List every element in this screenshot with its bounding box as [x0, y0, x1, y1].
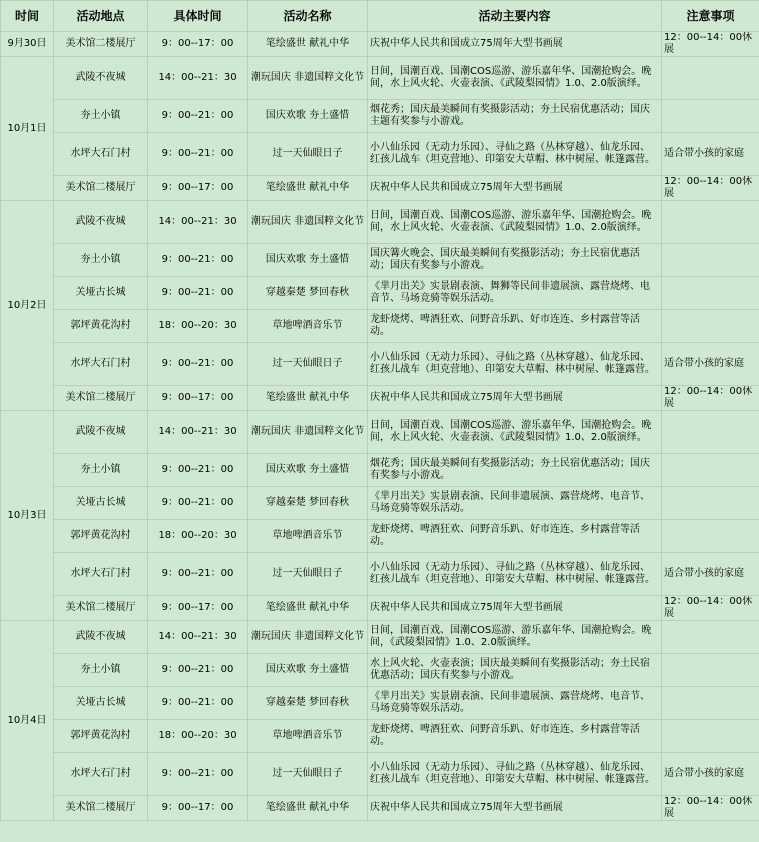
note-cell: 适合带小孩的家庭	[662, 553, 759, 596]
activity-content-cell: 国庆篝火晚会、国庆最美瞬间有奖摄影活动；夯土民宿优惠活动；国庆有奖参与小游戏。	[368, 244, 662, 277]
location-cell: 郭坪黄花沟村	[54, 310, 148, 343]
time-cell: 9：00--17：00	[148, 32, 248, 57]
note-cell	[662, 520, 759, 553]
table-row	[1, 520, 759, 553]
location-cell: 水坪大石门村	[54, 753, 148, 796]
time-cell: 9：00--21：00	[148, 343, 248, 386]
location-cell: 美术馆二楼展厅	[54, 596, 148, 621]
header-row	[1, 1, 759, 32]
location-cell: 夯土小镇	[54, 654, 148, 687]
time-cell: 9：00--17：00	[148, 596, 248, 621]
table-row	[1, 687, 759, 720]
table-row	[1, 487, 759, 520]
time-cell: 9：00--21：00	[148, 244, 248, 277]
time-cell: 9：00--17：00	[148, 176, 248, 201]
activity-content-cell: 小八仙乐园（无动力乐园）、寻仙之路（丛林穿越）、仙龙乐园、红孩儿战车（坦克营地）、印第安大草帽、林中树屋、帐篷露营。	[368, 133, 662, 176]
time-cell: 9：00--21：00	[148, 100, 248, 133]
time-cell: 14：00--21：30	[148, 201, 248, 244]
note-cell: 12：00--14：00休展	[662, 176, 759, 201]
activity-name-cell: 国庆欢歌 夯土盛惜	[248, 100, 368, 133]
time-cell: 9：00--21：00	[148, 133, 248, 176]
date-cell: 9月30日	[1, 32, 54, 57]
note-cell	[662, 201, 759, 244]
activity-content-cell: 龙虾烧烤、啤酒狂欢、问野音乐趴、好市连连、乡村露营等活动。	[368, 310, 662, 343]
table-row	[1, 454, 759, 487]
note-cell: 适合带小孩的家庭	[662, 753, 759, 796]
activity-name-cell: 国庆欢歌 夯土盛惜	[248, 654, 368, 687]
activity-name-cell: 穿越秦楚 梦回春秋	[248, 687, 368, 720]
activity-name-cell: 潮玩国庆 非遗国粹文化节	[248, 621, 368, 654]
activity-content-cell: 小八仙乐园（无动力乐园）、寻仙之路（丛林穿越）、仙龙乐园、红孩儿战车（坦克营地）、印第安大草帽、林中树屋、帐篷露营。	[368, 553, 662, 596]
table-row	[1, 277, 759, 310]
location-cell: 郭坪黄花沟村	[54, 520, 148, 553]
note-cell	[662, 411, 759, 454]
activity-name-cell: 笔绘盛世 献礼中华	[248, 32, 368, 57]
location-cell: 关垭古长城	[54, 687, 148, 720]
activity-content-cell: 日间，国潮百戏、国潮COS巡游、游乐嘉年华、国潮抢购会。晚间，水上风火轮、火壶表演、《武陵梨园情》1.0、2.0版演绎。	[368, 411, 662, 454]
activity-content-cell: 庆祝中华人民共和国成立75周年大型书画展	[368, 386, 662, 411]
activity-name-cell: 过一天仙眼日子	[248, 753, 368, 796]
table-row	[1, 57, 759, 100]
activity-content-cell: 《芈月出关》实景剧表演、民间非遗展演、露营烧烤、电音节、马场竞骑等娱乐活动。	[368, 687, 662, 720]
activity-content-cell: 《芈月出关》实景剧表演、舞狮等民间非遗展演、露营烧烤、电音节、马场竞骑等娱乐活动。	[368, 277, 662, 310]
activity-name-cell: 穿越秦楚 梦回春秋	[248, 277, 368, 310]
location-cell: 夯土小镇	[54, 244, 148, 277]
time-cell: 18：00--20：30	[148, 520, 248, 553]
location-cell: 美术馆二楼展厅	[54, 386, 148, 411]
location-cell: 美术馆二楼展厅	[54, 32, 148, 57]
time-cell: 9：00--21：00	[148, 454, 248, 487]
time-cell: 14：00--21：30	[148, 57, 248, 100]
location-cell: 美术馆二楼展厅	[54, 796, 148, 821]
activity-name-cell: 过一天仙眼日子	[248, 133, 368, 176]
note-cell	[662, 310, 759, 343]
table-row	[1, 720, 759, 753]
table-row	[1, 621, 759, 654]
table-row	[1, 133, 759, 176]
activity-name-cell: 草地啤酒音乐节	[248, 720, 368, 753]
note-cell	[662, 487, 759, 520]
location-cell: 美术馆二楼展厅	[54, 176, 148, 201]
time-cell: 9：00--17：00	[148, 386, 248, 411]
table-row	[1, 201, 759, 244]
activity-content-cell: 烟花秀；国庆最美瞬间有奖摄影活动；夯土民宿优惠活动；国庆主题有奖参与小游戏。	[368, 100, 662, 133]
time-cell: 14：00--21：30	[148, 621, 248, 654]
time-cell: 9：00--21：00	[148, 753, 248, 796]
note-cell	[662, 454, 759, 487]
activity-name-cell: 潮玩国庆 非遗国粹文化节	[248, 201, 368, 244]
activity-name-cell: 国庆欢歌 夯土盛惜	[248, 454, 368, 487]
time-cell: 9：00--21：00	[148, 277, 248, 310]
note-cell	[662, 277, 759, 310]
activity-content-cell: 庆祝中华人民共和国成立75周年大型书画展	[368, 176, 662, 201]
table-row	[1, 596, 759, 621]
table-row	[1, 176, 759, 201]
time-cell: 9：00--21：00	[148, 687, 248, 720]
note-cell	[662, 57, 759, 100]
note-cell	[662, 100, 759, 133]
activity-content-cell: 龙虾烧烤、啤酒狂欢、问野音乐趴、好市连连、乡村露营等活动。	[368, 520, 662, 553]
activity-content-cell: 《芈月出关》实景剧表演、民间非遗展演、露营烧烤、电音节、马场竞骑等娱乐活动。	[368, 487, 662, 520]
location-cell: 水坪大石门村	[54, 133, 148, 176]
location-cell: 关垭古长城	[54, 487, 148, 520]
header-date: 时间	[1, 1, 54, 32]
location-cell: 夯土小镇	[54, 454, 148, 487]
date-cell: 10月4日	[1, 621, 54, 821]
activity-content-cell: 日间，国潮百戏、国潮COS巡游、游乐嘉年华、国潮抢购会。晚间，《武陵梨园情》1.0、2.0版演绎。	[368, 621, 662, 654]
location-cell: 郭坪黄花沟村	[54, 720, 148, 753]
activity-content-cell: 庆祝中华人民共和国成立75周年大型书画展	[368, 32, 662, 57]
header-notes: 注意事项	[662, 1, 759, 32]
note-cell: 12：00--14：00休展	[662, 796, 759, 821]
time-cell: 18：00--20：30	[148, 720, 248, 753]
location-cell: 武陵不夜城	[54, 57, 148, 100]
table-row	[1, 32, 759, 57]
header-location: 活动地点	[54, 1, 148, 32]
activity-name-cell: 笔绘盛世 献礼中华	[248, 176, 368, 201]
date-cell: 10月3日	[1, 411, 54, 621]
schedule-body	[1, 32, 759, 821]
time-cell: 14：00--21：30	[148, 411, 248, 454]
location-cell: 水坪大石门村	[54, 553, 148, 596]
note-cell: 适合带小孩的家庭	[662, 343, 759, 386]
header-activity-name: 活动名称	[248, 1, 368, 32]
time-cell: 9：00--21：00	[148, 654, 248, 687]
time-cell: 9：00--21：00	[148, 553, 248, 596]
table-row	[1, 244, 759, 277]
note-cell: 适合带小孩的家庭	[662, 133, 759, 176]
header-time: 具体时间	[148, 1, 248, 32]
activity-name-cell: 笔绘盛世 献礼中华	[248, 796, 368, 821]
note-cell: 12：00--14：00休展	[662, 386, 759, 411]
time-cell: 18：00--20：30	[148, 310, 248, 343]
note-cell	[662, 720, 759, 753]
location-cell: 夯土小镇	[54, 100, 148, 133]
note-cell	[662, 687, 759, 720]
location-cell: 武陵不夜城	[54, 621, 148, 654]
note-cell	[662, 244, 759, 277]
table-row	[1, 100, 759, 133]
activity-content-cell: 日间，国潮百戏、国潮COS巡游、游乐嘉年华、国潮抢购会。晚间，水上风火轮、火壶表演、《武陵梨园情》1.0、2.0版演绎。	[368, 201, 662, 244]
activity-name-cell: 草地啤酒音乐节	[248, 520, 368, 553]
table-row	[1, 386, 759, 411]
activity-name-cell: 过一天仙眼日子	[248, 553, 368, 596]
location-cell: 武陵不夜城	[54, 201, 148, 244]
activity-content-cell: 龙虾烧烤、啤酒狂欢、问野音乐趴、好市连连、乡村露营等活动。	[368, 720, 662, 753]
date-cell: 10月1日	[1, 57, 54, 201]
activity-content-cell: 日间，国潮百戏、国潮COS巡游、游乐嘉年华、国潮抢购会。晚间，水上风火轮、火壶表演、《武陵梨园情》1.0、2.0版演绎。	[368, 57, 662, 100]
activity-content-cell: 小八仙乐园（无动力乐园）、寻仙之路（丛林穿越）、仙龙乐园、红孩儿战车（坦克营地）、印第安大草帽、林中树屋、帐篷露营。	[368, 343, 662, 386]
table-row	[1, 753, 759, 796]
header-activity-content: 活动主要内容	[368, 1, 662, 32]
note-cell	[662, 654, 759, 687]
table-row	[1, 553, 759, 596]
activity-content-cell: 烟花秀；国庆最美瞬间有奖摄影活动；夯土民宿优惠活动；国庆有奖参与小游戏。	[368, 454, 662, 487]
location-cell: 武陵不夜城	[54, 411, 148, 454]
time-cell: 9：00--17：00	[148, 796, 248, 821]
activity-name-cell: 笔绘盛世 献礼中华	[248, 386, 368, 411]
activity-content-cell: 水上风火轮、火壶表演；国庆最美瞬间有奖摄影活动；夯土民宿优惠活动；国庆有奖参与小游戏。	[368, 654, 662, 687]
time-cell: 9：00--21：00	[148, 487, 248, 520]
location-cell: 水坪大石门村	[54, 343, 148, 386]
activity-name-cell: 穿越秦楚 梦回春秋	[248, 487, 368, 520]
activity-name-cell: 潮玩国庆 非遗国粹文化节	[248, 57, 368, 100]
activity-content-cell: 庆祝中华人民共和国成立75周年大型书画展	[368, 596, 662, 621]
activity-name-cell: 草地啤酒音乐节	[248, 310, 368, 343]
note-cell	[662, 621, 759, 654]
table-row	[1, 654, 759, 687]
activity-name-cell: 国庆欢歌 夯土盛惜	[248, 244, 368, 277]
activity-name-cell: 笔绘盛世 献礼中华	[248, 596, 368, 621]
table-row	[1, 310, 759, 343]
date-cell: 10月2日	[1, 201, 54, 411]
note-cell: 12：00--14：00休展	[662, 596, 759, 621]
note-cell: 12：00--14：00休展	[662, 32, 759, 57]
table-row	[1, 796, 759, 821]
activity-content-cell: 小八仙乐园（无动力乐园）、寻仙之路（丛林穿越）、仙龙乐园、红孩儿战车（坦克营地）、印第安大草帽、林中树屋、帐篷露营。	[368, 753, 662, 796]
table-row	[1, 343, 759, 386]
table-row	[1, 411, 759, 454]
activity-content-cell: 庆祝中华人民共和国成立75周年大型书画展	[368, 796, 662, 821]
activity-name-cell: 潮玩国庆 非遗国粹文化节	[248, 411, 368, 454]
location-cell: 关垭古长城	[54, 277, 148, 310]
activity-name-cell: 过一天仙眼日子	[248, 343, 368, 386]
